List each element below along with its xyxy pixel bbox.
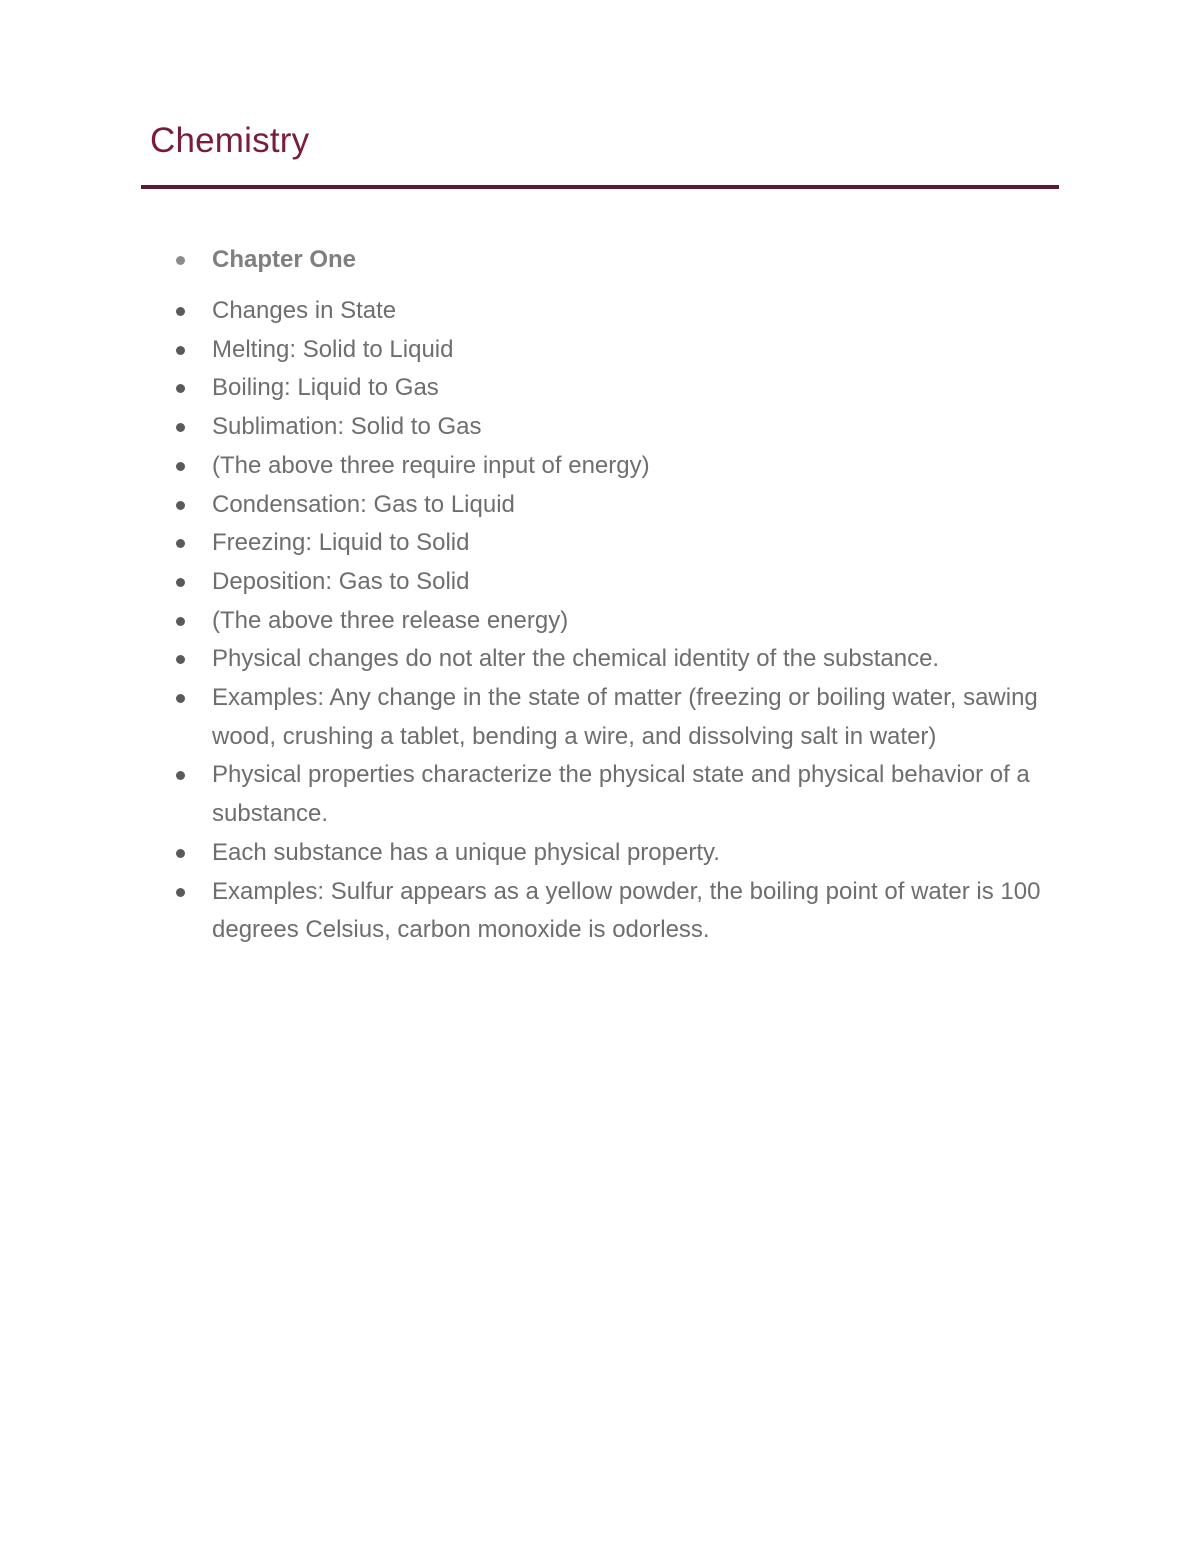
bullet-icon [176, 771, 185, 780]
list-item [174, 563, 1064, 602]
notes-list [174, 292, 1064, 950]
bullet-icon [176, 655, 185, 664]
bullet-icon [176, 694, 185, 703]
bullet-icon [176, 462, 185, 471]
list-item-text: Condensation: Gas to Liquid [212, 490, 515, 518]
list-item-text: Sublimation: Solid to Gas [212, 413, 482, 441]
list-item [174, 524, 1064, 563]
list-item [174, 873, 1064, 950]
list-item-text: Changes in State [212, 297, 397, 324]
bullet-icon [176, 307, 185, 316]
bullet-icon [176, 539, 185, 548]
bullet-icon [176, 617, 185, 626]
bullet-icon [176, 888, 185, 897]
bullet-icon [176, 384, 185, 393]
list-item-text: Physical changes do not alter the chemical identity of the substance. [212, 645, 940, 673]
title-divider [141, 185, 1059, 189]
list-item [174, 640, 1064, 679]
list-item-text: (The above three require input of energy) [212, 451, 650, 479]
chapter-heading-list [174, 241, 1054, 279]
list-item [174, 369, 1064, 408]
bullet-icon [176, 346, 185, 355]
list-item-text: Each substance has a unique physical property. [212, 838, 720, 866]
bullet-icon [176, 423, 185, 432]
chapter-heading-text: Chapter One [212, 246, 357, 273]
list-item [174, 331, 1064, 370]
bullet-icon [176, 256, 185, 265]
list-item-text: Examples: Sulfur appears as a yellow powder, the boiling point of water is 100 degrees Celsius, carbon monoxide is odorless. [212, 877, 1041, 944]
list-item [174, 679, 1064, 756]
list-item [174, 834, 1064, 873]
list-item [174, 292, 1064, 331]
bullet-icon [176, 849, 185, 858]
chapter-heading [174, 241, 1054, 279]
list-item-text: Boiling: Liquid to Gas [212, 374, 439, 402]
list-item-text: Examples: Any change in the state of matter (freezing or boiling water, sawing wood, crushing a tablet, bending a wire, and dissolving salt in water) [212, 684, 1038, 750]
list-item-text: (The above three release energy) [212, 606, 569, 634]
document-title: Chemistry [150, 121, 310, 160]
list-item-text: Melting: Solid to Liquid [212, 335, 454, 363]
bullet-icon [176, 578, 185, 587]
list-item [174, 486, 1064, 525]
list-item [174, 408, 1064, 447]
list-item-text: Freezing: Liquid to Solid [212, 529, 470, 557]
list-item [174, 447, 1064, 486]
list-item [174, 602, 1064, 641]
list-item-text: Deposition: Gas to Solid [212, 567, 470, 595]
list-item-text: Physical properties characterize the physical state and physical behavior of a substance. [212, 761, 1030, 828]
list-item [174, 756, 1064, 833]
bullet-icon [176, 501, 185, 510]
